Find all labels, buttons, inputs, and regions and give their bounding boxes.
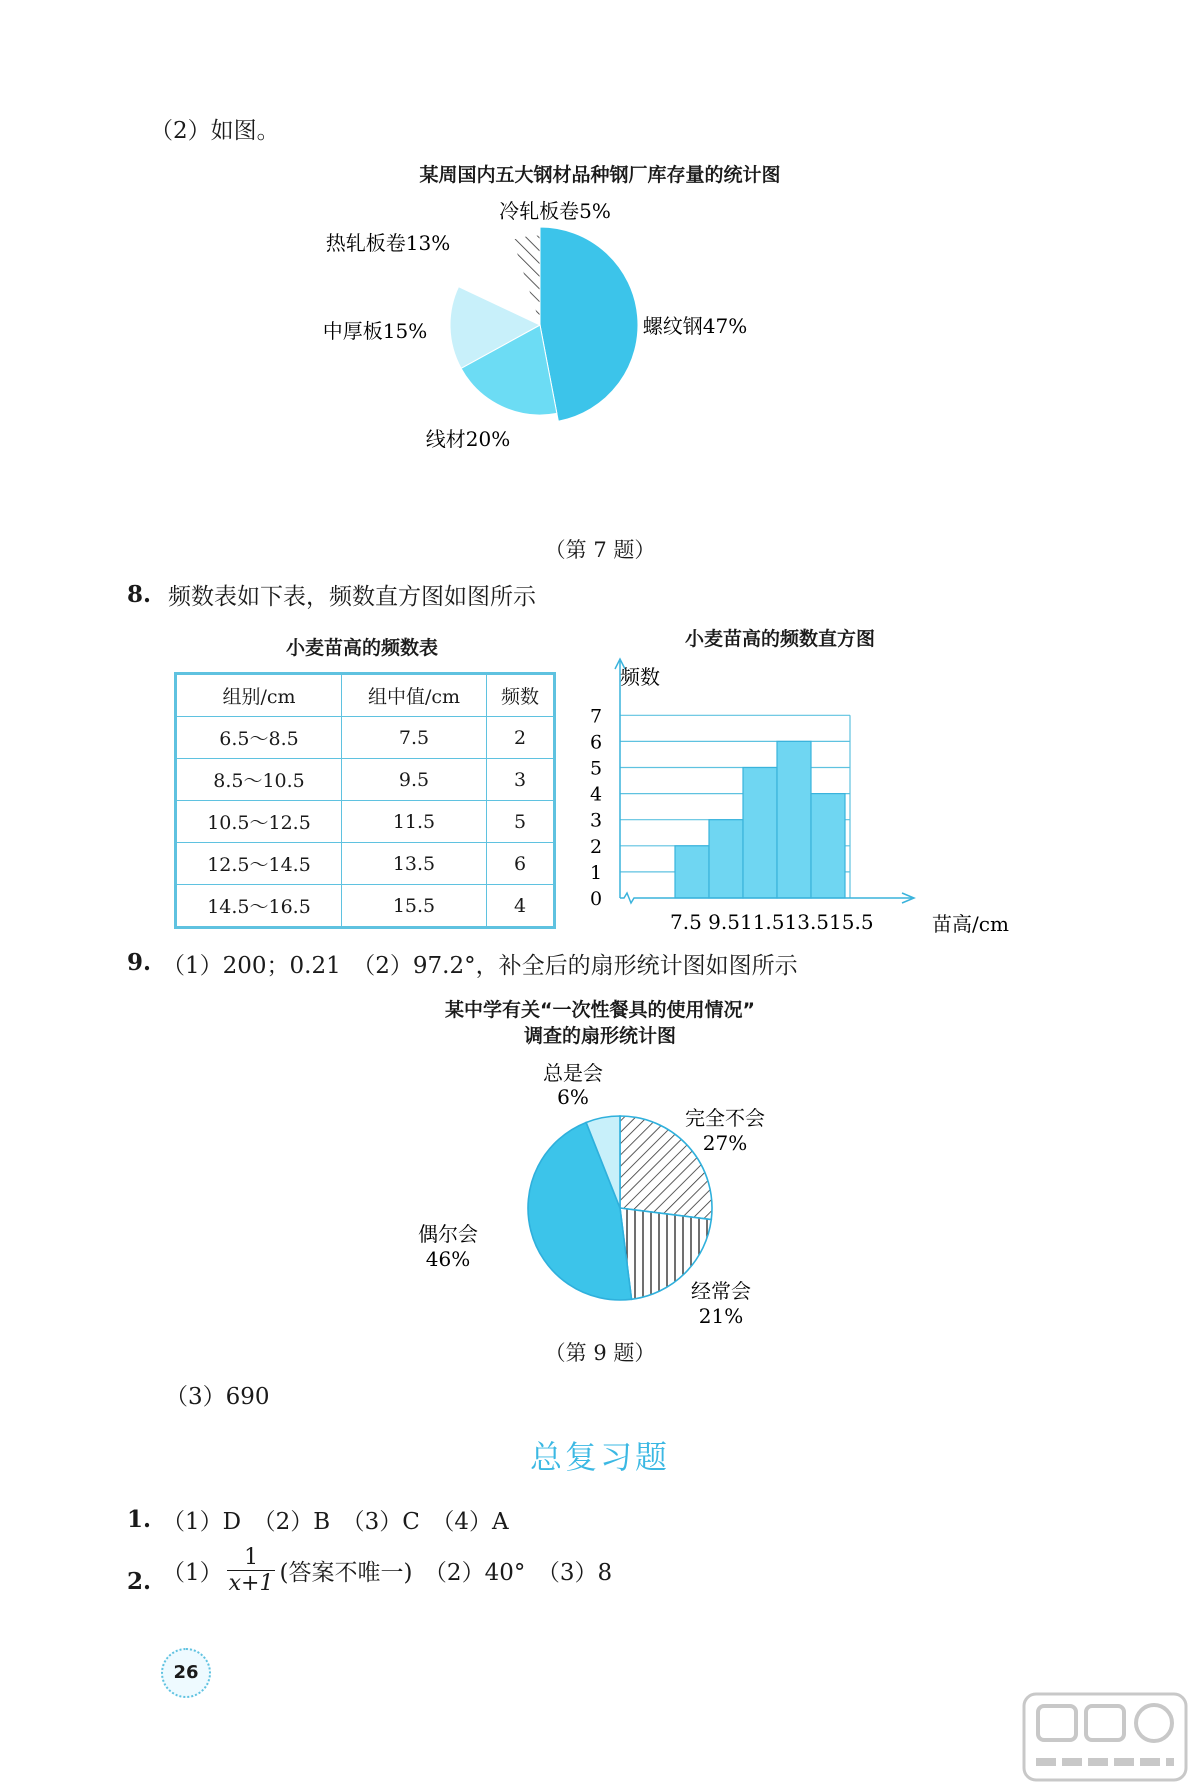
freq-table-header [177,675,554,717]
q8-text: 频数表如下表，频数直方图如图所示 [168,584,536,610]
table-row [177,885,554,927]
review-q2-line [162,1545,612,1597]
meal-pct-sometimes: 46% [425,1247,471,1271]
pie-slice-1 [540,227,638,421]
meal-pie-title [300,997,900,1049]
histogram-title: 小麦苗高的频数直方图 [684,628,875,650]
review-q1-number: 1. [127,1506,152,1533]
cell-group: 14.5～16.5 [177,885,342,927]
cell-midpoint: 7.5 [342,717,487,759]
cell-group: 6.5～8.5 [177,717,342,759]
y-tick-3: 3 [590,809,603,832]
q9-number: 9. [127,949,152,976]
meal-pct-always: 6% [557,1085,589,1109]
q7-part2-answer: （2）如图。 [150,118,280,144]
y-tick-2: 2 [590,835,603,858]
steel-label-cold-rolled: 冷轧板卷5% [499,199,611,223]
q9-text: （1）200；0.21 （2）97.2°，补全后的扇形统计图如图所示 [162,953,798,979]
review-q1-text: （1）D （2）B （3）C （4）A [162,1509,509,1535]
histogram-xtick-labels: 7.5 9.511.513.515.5 [670,910,874,934]
histogram-bar-7.5 [675,846,709,898]
freq-table-wrapper [174,672,556,929]
freq-table-title: 小麦苗高的频数表 [285,637,438,659]
meal-pct-never: 27% [702,1131,748,1155]
meal-label-often: 经常会 [691,1279,751,1303]
cell-frequency: 5 [487,801,554,843]
histogram-chart [580,655,1020,950]
freq-table [176,674,554,927]
cell-frequency: 3 [487,759,554,801]
y-tick-7: 7 [590,705,603,728]
cell-midpoint: 11.5 [342,801,487,843]
y-tick-0: 0 [590,888,603,910]
review-q2-number: 2. [127,1568,152,1595]
cell-frequency: 4 [487,885,554,927]
pie-slice-1 [620,1116,712,1220]
cell-group: 10.5～12.5 [177,801,342,843]
table-row [177,801,554,843]
q7-caption: （第 7 题） [544,538,656,562]
meal-label-never: 完全不会 [685,1106,765,1130]
page-number: 26 [161,1648,211,1698]
header-frequency: 频数 [487,675,554,717]
histogram-ylabel: 频数 [620,665,660,689]
fraction-numerator: 1 [244,1545,259,1570]
y-tick-5: 5 [590,757,603,780]
meal-pie-chart [400,1058,800,1348]
meal-label-sometimes: 偶尔会 [418,1222,478,1246]
steel-label-wire: 线材20% [425,427,511,451]
histogram-bar-11.5 [743,768,777,899]
steel-pie-chart [300,190,900,490]
steel-label-plate: 中厚板15% [322,319,428,343]
cell-frequency: 6 [487,843,554,885]
meal-pct-often: 21% [698,1304,744,1328]
cell-frequency: 2 [487,717,554,759]
header-group: 组别/cm [177,675,342,717]
meal-label-always: 总是会 [543,1061,603,1085]
table-row [177,759,554,801]
y-tick-6: 6 [590,731,603,754]
y-tick-1: 1 [590,861,603,884]
fraction [227,1545,276,1597]
table-row [177,843,554,885]
review-q2-suffix: (答案不唯一) （2）40° （3）8 [279,1560,613,1587]
steel-pie-title: 某周国内五大钢材品种钢厂库存量的统计图 [419,164,781,186]
watermark-logo [1020,1690,1190,1784]
histogram-bar-13.5 [777,741,811,898]
meal-pie-title-line2: 调查的扇形统计图 [523,1025,676,1047]
histogram-bar-9.5 [709,820,743,898]
review-section-title: 总复习题 [529,1438,670,1476]
cell-group: 12.5～14.5 [177,843,342,885]
meal-pie-title-line1: 某中学有关“一次性餐具的使用情况” [445,999,755,1021]
fraction-denominator: x+1 [228,1571,274,1597]
cell-midpoint: 9.5 [342,759,487,801]
cell-midpoint: 15.5 [342,885,487,927]
table-row [177,717,554,759]
q8-number: 8. [127,581,152,608]
q9-part3-answer: （3）690 [165,1384,270,1410]
histogram-bar-15.5 [811,794,845,898]
header-midpoint: 组中值/cm [342,675,487,717]
cell-group: 8.5～10.5 [177,759,342,801]
steel-label-rebar: 螺纹钢47% [642,314,748,338]
y-tick-4: 4 [590,783,603,806]
steel-label-hot-rolled: 热轧板卷13% [325,231,451,255]
review-q2-prefix: （1） [162,1560,223,1587]
q9-caption: （第 9 题） [544,1341,656,1365]
histogram-xlabel: 苗高/cm [932,912,1009,936]
cell-midpoint: 13.5 [342,843,487,885]
